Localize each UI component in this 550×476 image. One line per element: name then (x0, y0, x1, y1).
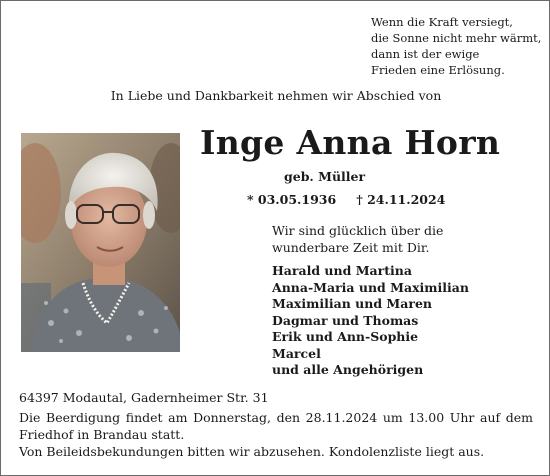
mourner-entry: Dagmar und Thomas (272, 312, 419, 328)
condolence-note: Von Beileidsbekundungen bitten wir abzusehen. Kondolenzliste liegt aus. (19, 444, 485, 459)
deceased-name: Inge Anna Horn (200, 123, 501, 162)
mourner-entry: Maximilian und Maren (272, 296, 432, 311)
family-message (272, 222, 443, 256)
quote-line: Wenn die Kraft versiegt, (371, 15, 513, 29)
life-dates (247, 192, 445, 207)
family-address: 64397 Modautal, Gadernheimer Str. 31 (19, 390, 269, 405)
message-line: Wir sind glücklich über die (272, 223, 444, 238)
mourner-entry: Anna-Maria und Maximilian (272, 279, 469, 295)
maiden-name: geb. Müller (284, 169, 366, 184)
memorial-quote (371, 14, 541, 78)
message-line: wunderbare Zeit mit Dir. (272, 240, 430, 255)
quote-line: dann ist der ewige (371, 47, 480, 61)
farewell-intro: In Liebe und Dankbarkeit nehmen wir Abschied von (110, 88, 442, 103)
death-date: † 24.11.2024 (356, 192, 446, 207)
quote-line: die Sonne nicht mehr wärmt, (371, 31, 542, 45)
quote-line: Frieden eine Erlösung. (371, 63, 505, 77)
birth-date: * 03.05.1936 (247, 192, 337, 207)
portrait-photo (21, 133, 180, 352)
funeral-notice: Die Beerdigung findet am Donnerstag, den 28.11.2024 um 13.00 Uhr auf dem Friedhof in Brandau statt. (19, 410, 533, 442)
mourner-entry: Erik und Ann-Sophie (272, 329, 419, 344)
mourner-entry: und alle Angehörigen (272, 362, 424, 377)
mourner-entry: Harald und Martina (272, 263, 412, 278)
mourner-entry: Marcel (272, 345, 321, 361)
mourners-list (272, 263, 469, 379)
